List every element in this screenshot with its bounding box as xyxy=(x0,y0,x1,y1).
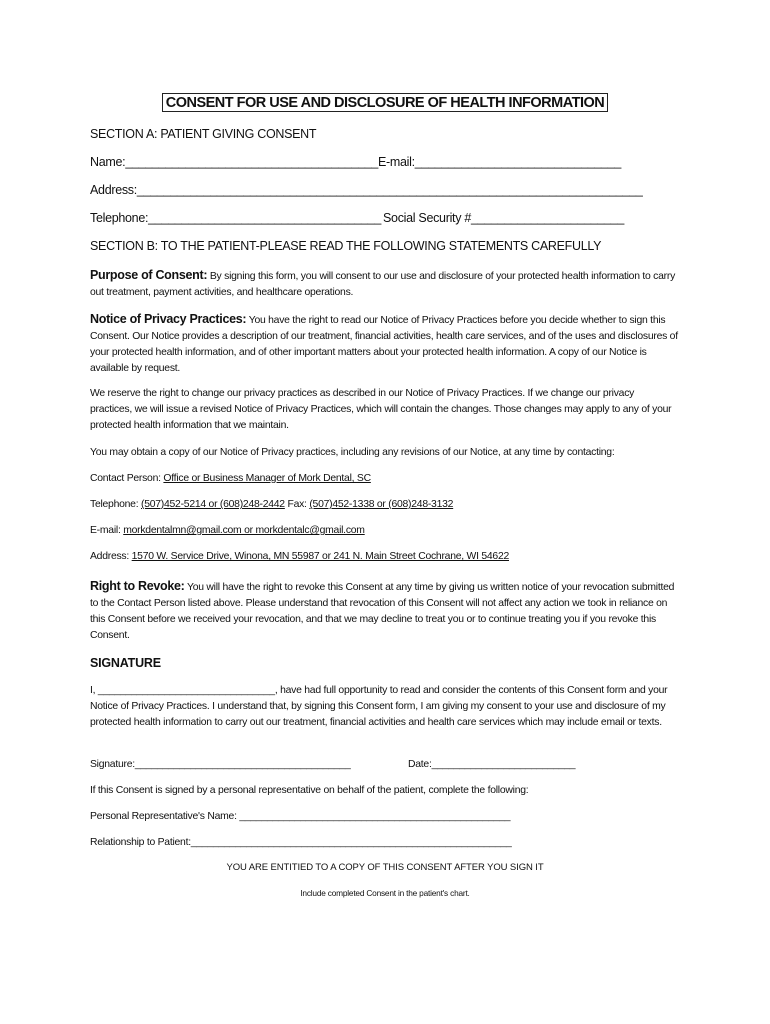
contact-person-line xyxy=(90,473,371,484)
section-b-heading: SECTION B: TO THE PATIENT-PLEASE READ THE FOLLOWING STATEMENTS CAREFULLY xyxy=(90,239,602,253)
date-line: Date:__________________________ xyxy=(408,759,576,770)
revoke-paragraph xyxy=(90,578,678,644)
page-title: CONSENT FOR USE AND DISCLOSURE OF HEALTH INFORMATION xyxy=(162,93,609,112)
representative-name-line: Personal Representative's Name: _________________________________________________ xyxy=(90,811,511,822)
email-label: E-mail: xyxy=(90,525,124,536)
representative-intro: If this Consent is signed by a personal representative on behalf of the patient, complete the following: xyxy=(90,785,529,796)
contact-address-line xyxy=(90,551,509,562)
notice-label: Notice of Privacy Practices: xyxy=(90,312,247,326)
purpose-paragraph xyxy=(90,267,678,301)
signature-heading: SIGNATURE xyxy=(90,656,161,670)
signature-line: Signature:_______________________________________ xyxy=(90,759,351,770)
contact-phone-line xyxy=(90,499,453,510)
email-value[interactable]: morkdentalmn@gmail.com or morkdentalc@gmail.com xyxy=(123,525,365,536)
address-field-line: Address:____________________________________________________________________________ xyxy=(90,183,643,197)
phone-value: (507)452-5214 or (608)248-2442 xyxy=(140,499,285,510)
contact-person-label: Contact Person: xyxy=(90,473,164,484)
fax-value: (507)452-1338 or (608)248-3132 xyxy=(309,499,454,510)
chart-note: Include completed Consent in the patient's chart. xyxy=(300,888,470,898)
address-label: Address: xyxy=(90,551,132,562)
phone-label: Telephone: xyxy=(90,499,141,510)
relationship-line: Relationship to Patient:__________________________________________________________ xyxy=(90,837,512,848)
obtain-paragraph: You may obtain a copy of our Notice of Privacy practices, including any revisions of our Notice, at any time by contacting: xyxy=(90,447,615,458)
email-field-line: E-mail:_______________________________ xyxy=(378,155,622,169)
fax-label: Fax: xyxy=(284,499,310,510)
purpose-text: By signing this form, you will consent to our use and disclosure of your protected health information to carry out treatment, payment activities, and healthcare operations. xyxy=(90,271,676,298)
section-a-heading: SECTION A: PATIENT GIVING CONSENT xyxy=(90,127,317,141)
notice-text: You have the right to read our Notice of Privacy Practices before you decide whether to sign this Consent. Our Notice provides a description of our treatment, financial activities, health care services, and of the uses and disclosures of your protected health information, and of other important matters about your protected health information. A copy of our Notice is available by request. xyxy=(90,315,678,374)
purpose-label: Purpose of Consent: xyxy=(90,268,208,282)
contact-person-value: Office or Business Manager of Mork Dental, SC xyxy=(163,473,371,484)
revoke-text: You will have the right to revoke this Consent at any time by giving us written notice of your revocation submitted to the Contact Person listed above. Please understand that revocation of this Consent will not affect any action we took in reliance on this Consent before we received your revocation, and that we may decline to treat you or to continue treating you if you revoke this Consent. xyxy=(90,582,675,641)
notice-paragraph xyxy=(90,311,678,377)
signature-statement: I, ________________________________, have had full opportunity to read and consider the contents of this Consent form and your Notice of Privacy Practices. I understand that, by signing this Consent form, I am giving my consent to your use and disclosure of my protected health information to carry out our treatment, financial activities and health care services which may include email or texts. xyxy=(90,685,668,728)
contact-email-line xyxy=(90,525,365,536)
entitled-notice: YOU ARE ENTITIED TO A COPY OF THIS CONSENT AFTER YOU SIGN IT xyxy=(226,862,544,873)
address-value: 1570 W. Service Drive, Winona, MN 55987 or 241 N. Main Street Cochrane, WI 54622 xyxy=(131,551,509,562)
revoke-label: Right to Revoke: xyxy=(90,579,185,593)
name-field-line: Name:______________________________________ xyxy=(90,155,379,169)
ssn-field-line: Social Security #_______________________ xyxy=(383,211,624,225)
telephone-field-line: Telephone:___________________________________ xyxy=(90,211,381,225)
title-container xyxy=(0,93,770,112)
reserve-paragraph: We reserve the right to change our privacy practices as described in our Notice of Privacy Practices. If we change our privacy practices, we will issue a revised Notice of Privacy Practices, which will contain the changes. Those changes may apply to any of your protected health information that we maintain. xyxy=(90,388,672,431)
